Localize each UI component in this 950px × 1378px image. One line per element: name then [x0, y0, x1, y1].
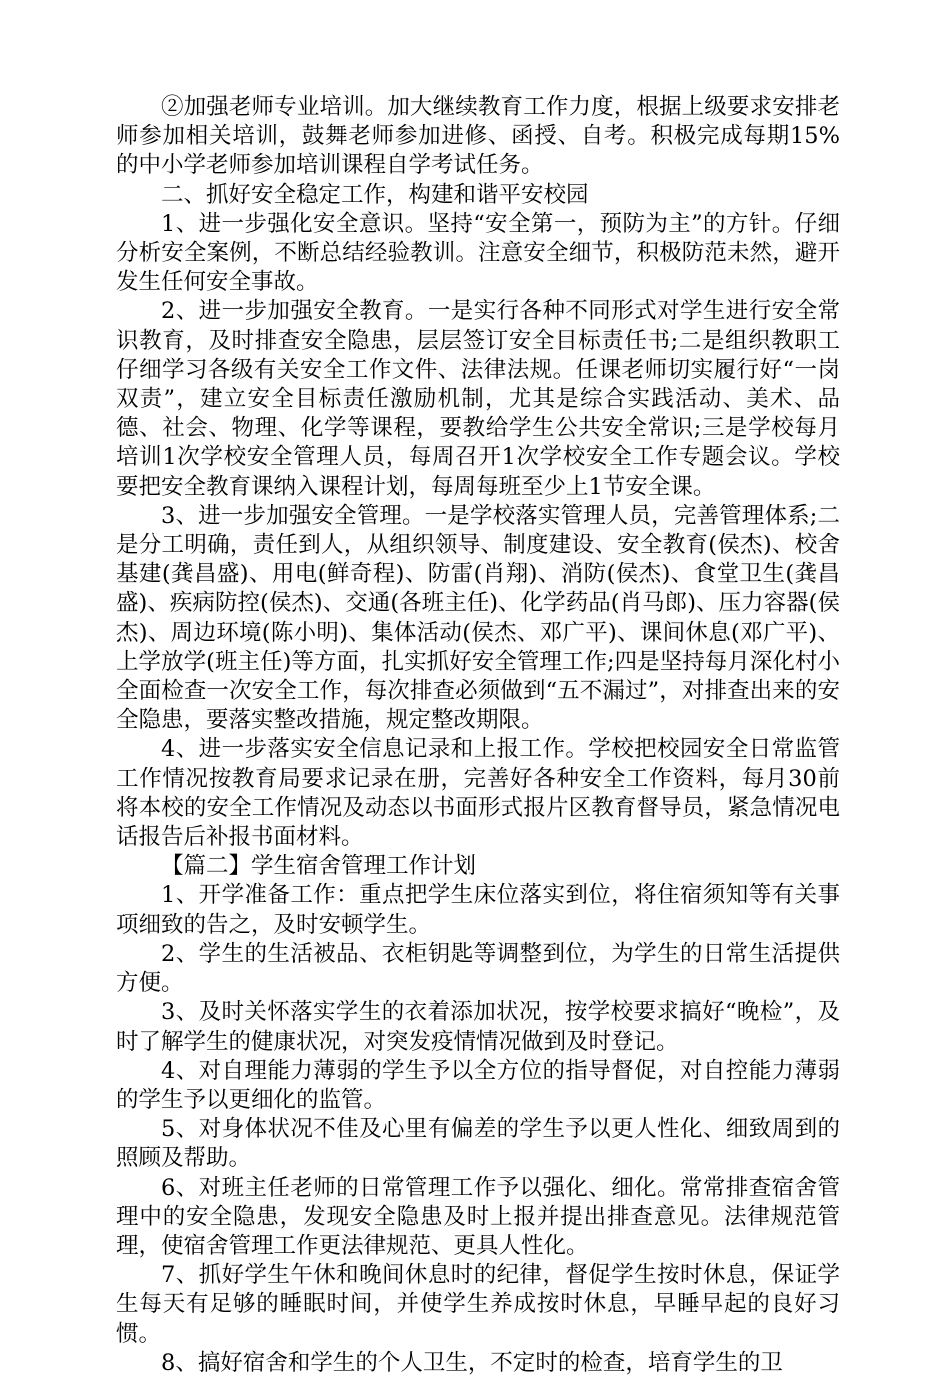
paragraph-dorm-item-6: 6、对班主任老师的日常管理工作予以强化、细化。常常排查宿舍管理中的安全隐患，发现安全隐患及时上报并提出排查意见。法律规范管理，使宿舍管理工作更法律规范、更具人性化。 — [116, 1174, 840, 1259]
paragraph-safety-awareness: 1、进一步强化安全意识。坚持“安全第一，预防为主”的方针。仔细分析安全案例，不断总结经验教训。注意安全细节，积极防范未然，避开发生任何安全事故。 — [116, 210, 840, 296]
paragraph-dorm-item-5: 5、对身体状况不佳及心里有偏差的学生予以更人性化、细致周到的照顾及帮助。 — [116, 1116, 840, 1172]
paragraph-safety-management: 3、进一步加强安全管理。一是学校落实管理人员，完善管理体系;二是分工明确，责任到人，从组织领导、制度建设、安全教育(侯杰)、校舍基建(龚昌盛)、用电(鲜奇程)、防雷(肖翔)、消防(侯杰)、食堂卫生(龚昌盛)、疾病防控(侯杰)、交通(各班主任)、化学药品(肖马郎)、压力容器(侯杰)、周边环境(陈小明)、集体活动(侯杰、邓广平)、课间休息(邓广平)、上学放学(班主任)等方面，扎实抓好安全管理工作;四是坚持每月深化村小全面检查一次安全工作，每次排查必须做到“五不漏过”，对排查出来的安全隐患，要落实整改措施，规定整改期限。 — [116, 502, 840, 734]
section-heading-dormitory-plan: 【篇二】学生宿舍管理工作计划 — [161, 853, 477, 880]
paragraph-dorm-item-7: 7、抓好学生午休和晚间休息时的纪律，督促学生按时休息，保证学生每天有足够的睡眠时间，并使学生养成按时休息，早睡早起的良好习惯。 — [116, 1262, 840, 1347]
paragraph-dorm-item-2: 2、学生的生活被品、衣柜钥匙等调整到位，为学生的日常生活提供方便。 — [116, 940, 840, 997]
paragraph-dorm-item-1: 1、开学准备工作：重点把学生床位落实到位，将住宿须知等有关事项细致的告之，及时安顿学生。 — [116, 882, 840, 938]
paragraph-dorm-item-3: 3、及时关怀落实学生的衣着添加状况，按学校要求搞好“晚检”，及时了解学生的健康状况，对突发疫情情况做到及时登记。 — [116, 999, 840, 1055]
paragraph-dorm-item-8: 8、搞好宿舍和学生的个人卫生，不定时的检查，培育学生的卫 — [161, 1349, 783, 1376]
paragraph-teacher-training: ②加强老师专业培训。加大继续教育工作力度，根据上级要求安排老师参加相关培训，鼓舞老师参加进修、函授、自考。积极完成每期15%的中小学老师参加培训课程自学考试任务。 — [116, 94, 840, 179]
paragraph-safety-reporting: 4、进一步落实安全信息记录和上报工作。学校把校园安全日常监管工作情况按教育局要求记录在册，完善好各种安全工作资料，每月30前将本校的安全工作情况及动态以书面形式报片区教育督导员，紧急情况电话报告后补报书面材料。 — [116, 736, 840, 851]
document-body — [116, 93, 840, 1378]
section-heading-safety: 二、抓好安全稳定工作，构建和谐平安校园 — [161, 181, 589, 208]
paragraph-safety-education: 2、进一步加强安全教育。一是实行各种不同形式对学生进行安全常识教育，及时排查安全隐患，层层签订安全目标责任书;二是组织教职工仔细学习各级有关安全工作文件、法律法规。任课老师切实履行好“一岗双责”，建立安全目标责任激励机制，尤其是综合实践活动、美术、品德、社会、物理、化学等课程，要教给学生公共安全常识;三是学校每月培训1次学校安全管理人员，每周召开1次学校安全工作专题会议。学校要把安全教育课纳入课程计划，每周每班至少上1节安全课。 — [116, 298, 840, 500]
paragraph-dorm-item-4: 4、对自理能力薄弱的学生予以全方位的指导督促，对自控能力薄弱的学生予以更细化的监管。 — [116, 1057, 840, 1113]
